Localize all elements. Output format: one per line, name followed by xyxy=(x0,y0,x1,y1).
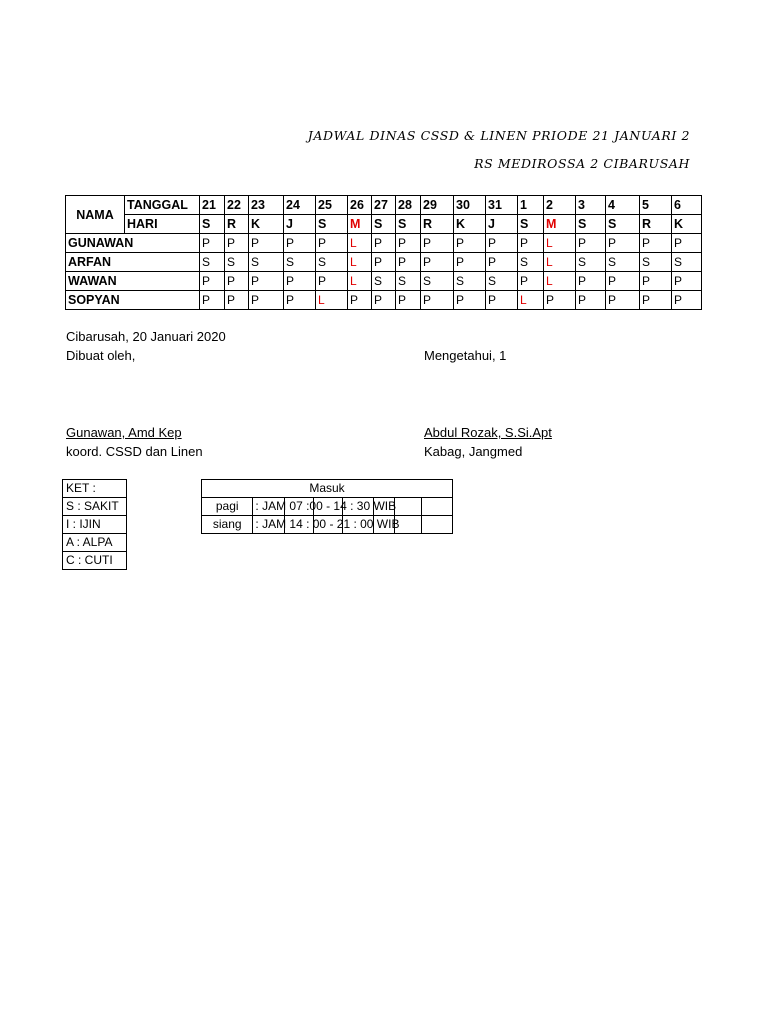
shift-cell: S xyxy=(486,272,518,291)
staff-name: ARFAN xyxy=(66,253,200,272)
shift-name: siang xyxy=(202,516,253,534)
shift-cell: L xyxy=(348,253,372,272)
tanggal-label: TANGGAL xyxy=(125,196,200,215)
shift-cell: P xyxy=(284,234,316,253)
shift-cell: P xyxy=(672,291,702,310)
dates-row xyxy=(66,196,702,215)
legend-item-ijin: I : IJIN xyxy=(63,516,127,534)
shift-cell: P xyxy=(200,272,225,291)
shift-cell: P xyxy=(454,234,486,253)
day-cell: K xyxy=(672,215,702,234)
shift-cell: S xyxy=(372,272,396,291)
shift-cell: L xyxy=(518,291,544,310)
shift-cell: P xyxy=(372,234,396,253)
shift-cell: P xyxy=(421,253,454,272)
day-cell: M xyxy=(544,215,576,234)
staff-row xyxy=(66,272,702,291)
staff-row xyxy=(66,291,702,310)
shift-cell: S xyxy=(396,272,421,291)
shift-cell: L xyxy=(348,272,372,291)
right-signatory-name: Abdul Rozak, S.Si.Apt xyxy=(424,425,552,440)
shift-cell: P xyxy=(672,272,702,291)
shift-cell: S xyxy=(249,253,284,272)
date-cell: 26 xyxy=(348,196,372,215)
shift-cell: P xyxy=(486,253,518,272)
day-cell: K xyxy=(454,215,486,234)
shift-cell: P xyxy=(396,291,421,310)
shift-table xyxy=(201,479,453,534)
days-row xyxy=(66,215,702,234)
shift-cell: P xyxy=(518,234,544,253)
shift-cell: P xyxy=(372,291,396,310)
shift-cell: S xyxy=(454,272,486,291)
shift-name: pagi xyxy=(202,498,253,516)
day-cell: K xyxy=(249,215,284,234)
shift-cell: P xyxy=(225,234,249,253)
day-cell: S xyxy=(576,215,606,234)
shift-cell: P xyxy=(249,272,284,291)
shift-cell: P xyxy=(316,234,348,253)
date-cell: 5 xyxy=(640,196,672,215)
hari-label: HARI xyxy=(125,215,200,234)
day-cell: S xyxy=(518,215,544,234)
shift-cell: P xyxy=(200,234,225,253)
shift-cell: P xyxy=(249,234,284,253)
legend-item-sakit: S : SAKIT xyxy=(63,498,127,516)
legend-item-alpa: A : ALPA xyxy=(63,534,127,552)
shift-cell: P xyxy=(486,291,518,310)
shift-cell: P xyxy=(454,291,486,310)
staff-name: GUNAWAN xyxy=(66,234,200,253)
shift-cell: S xyxy=(316,253,348,272)
shift-cell: P xyxy=(284,272,316,291)
left-signatory-title: koord. CSSD dan Linen xyxy=(66,444,203,459)
staff-row xyxy=(66,234,702,253)
shift-cell: P xyxy=(249,291,284,310)
shift-cell: P xyxy=(640,272,672,291)
shift-cell: S xyxy=(576,253,606,272)
legend-header: KET : xyxy=(63,480,127,498)
date-cell: 28 xyxy=(396,196,421,215)
date-cell: 22 xyxy=(225,196,249,215)
legend-table xyxy=(62,479,127,570)
date-cell: 31 xyxy=(486,196,518,215)
staff-name: WAWAN xyxy=(66,272,200,291)
date-cell: 27 xyxy=(372,196,396,215)
date-cell: 21 xyxy=(200,196,225,215)
day-cell: R xyxy=(640,215,672,234)
shift-cell: L xyxy=(544,234,576,253)
shift-time: : JAM 07 :00 - 14 : 30 WIB xyxy=(255,499,397,513)
made-by-label: Dibuat oleh, xyxy=(66,348,136,363)
shift-cell: P xyxy=(640,291,672,310)
date-cell: 2 xyxy=(544,196,576,215)
shift-cell: L xyxy=(348,234,372,253)
day-cell: S xyxy=(606,215,640,234)
day-cell: M xyxy=(348,215,372,234)
shift-cell: P xyxy=(518,272,544,291)
date-cell: 6 xyxy=(672,196,702,215)
shift-cell: P xyxy=(672,234,702,253)
day-cell: J xyxy=(486,215,518,234)
day-cell: R xyxy=(225,215,249,234)
shift-cell: P xyxy=(576,291,606,310)
day-cell: S xyxy=(316,215,348,234)
shift-cell: P xyxy=(454,253,486,272)
shift-cell: S xyxy=(200,253,225,272)
shift-cell: P xyxy=(421,234,454,253)
left-signatory-name: Gunawan, Amd Kep xyxy=(66,425,182,440)
day-cell: S xyxy=(396,215,421,234)
shift-cell: L xyxy=(316,291,348,310)
shift-cell: P xyxy=(225,291,249,310)
shift-cell: P xyxy=(396,253,421,272)
shift-cell: S xyxy=(606,253,640,272)
date-cell: 30 xyxy=(454,196,486,215)
shift-cell: P xyxy=(225,272,249,291)
shift-cell: S xyxy=(225,253,249,272)
shift-cell: P xyxy=(396,234,421,253)
date-cell: 3 xyxy=(576,196,606,215)
day-cell: J xyxy=(284,215,316,234)
staff-row xyxy=(66,253,702,272)
schedule-table xyxy=(65,195,702,310)
shift-cell: L xyxy=(544,272,576,291)
shift-cell: P xyxy=(576,272,606,291)
shift-row-pagi xyxy=(202,498,453,516)
shift-cell: P xyxy=(284,291,316,310)
shift-cell: P xyxy=(576,234,606,253)
date-cell: 4 xyxy=(606,196,640,215)
shift-cell: S xyxy=(640,253,672,272)
shift-cell: S xyxy=(672,253,702,272)
right-signatory-title: Kabag, Jangmed xyxy=(424,444,523,459)
date-cell: 29 xyxy=(421,196,454,215)
acknowledged-label: Mengetahui, 1 xyxy=(424,348,507,363)
date-cell: 1 xyxy=(518,196,544,215)
date-cell: 25 xyxy=(316,196,348,215)
day-cell: S xyxy=(200,215,225,234)
schedule-title: JADWAL DINAS CSSD & LINEN PRIODE 21 JANUARI 2 xyxy=(307,128,690,143)
nama-header: NAMA xyxy=(66,196,125,234)
staff-name: SOPYAN xyxy=(66,291,200,310)
shift-cell: L xyxy=(544,253,576,272)
day-cell: S xyxy=(372,215,396,234)
shift-cell: S xyxy=(518,253,544,272)
shift-time: : JAM 14 : 00 - 21 : 00 WIB xyxy=(255,517,400,531)
legend-item-cuti: C : CUTI xyxy=(63,552,127,570)
shift-cell: P xyxy=(348,291,372,310)
day-cell: R xyxy=(421,215,454,234)
shift-cell: P xyxy=(544,291,576,310)
hospital-name: RS MEDIROSSA 2 CIBARUSAH xyxy=(474,156,690,171)
shift-cell: S xyxy=(284,253,316,272)
shift-header: Masuk xyxy=(202,480,453,498)
date-cell: 24 xyxy=(284,196,316,215)
shift-cell: P xyxy=(606,272,640,291)
place-date: Cibarusah, 20 Januari 2020 xyxy=(66,329,226,344)
shift-cell: P xyxy=(606,291,640,310)
shift-cell: S xyxy=(421,272,454,291)
shift-cell: P xyxy=(316,272,348,291)
shift-cell: P xyxy=(606,234,640,253)
shift-row-siang xyxy=(202,516,453,534)
shift-cell: P xyxy=(640,234,672,253)
shift-cell: P xyxy=(372,253,396,272)
date-cell: 23 xyxy=(249,196,284,215)
shift-cell: P xyxy=(486,234,518,253)
shift-cell: P xyxy=(421,291,454,310)
shift-cell: P xyxy=(200,291,225,310)
